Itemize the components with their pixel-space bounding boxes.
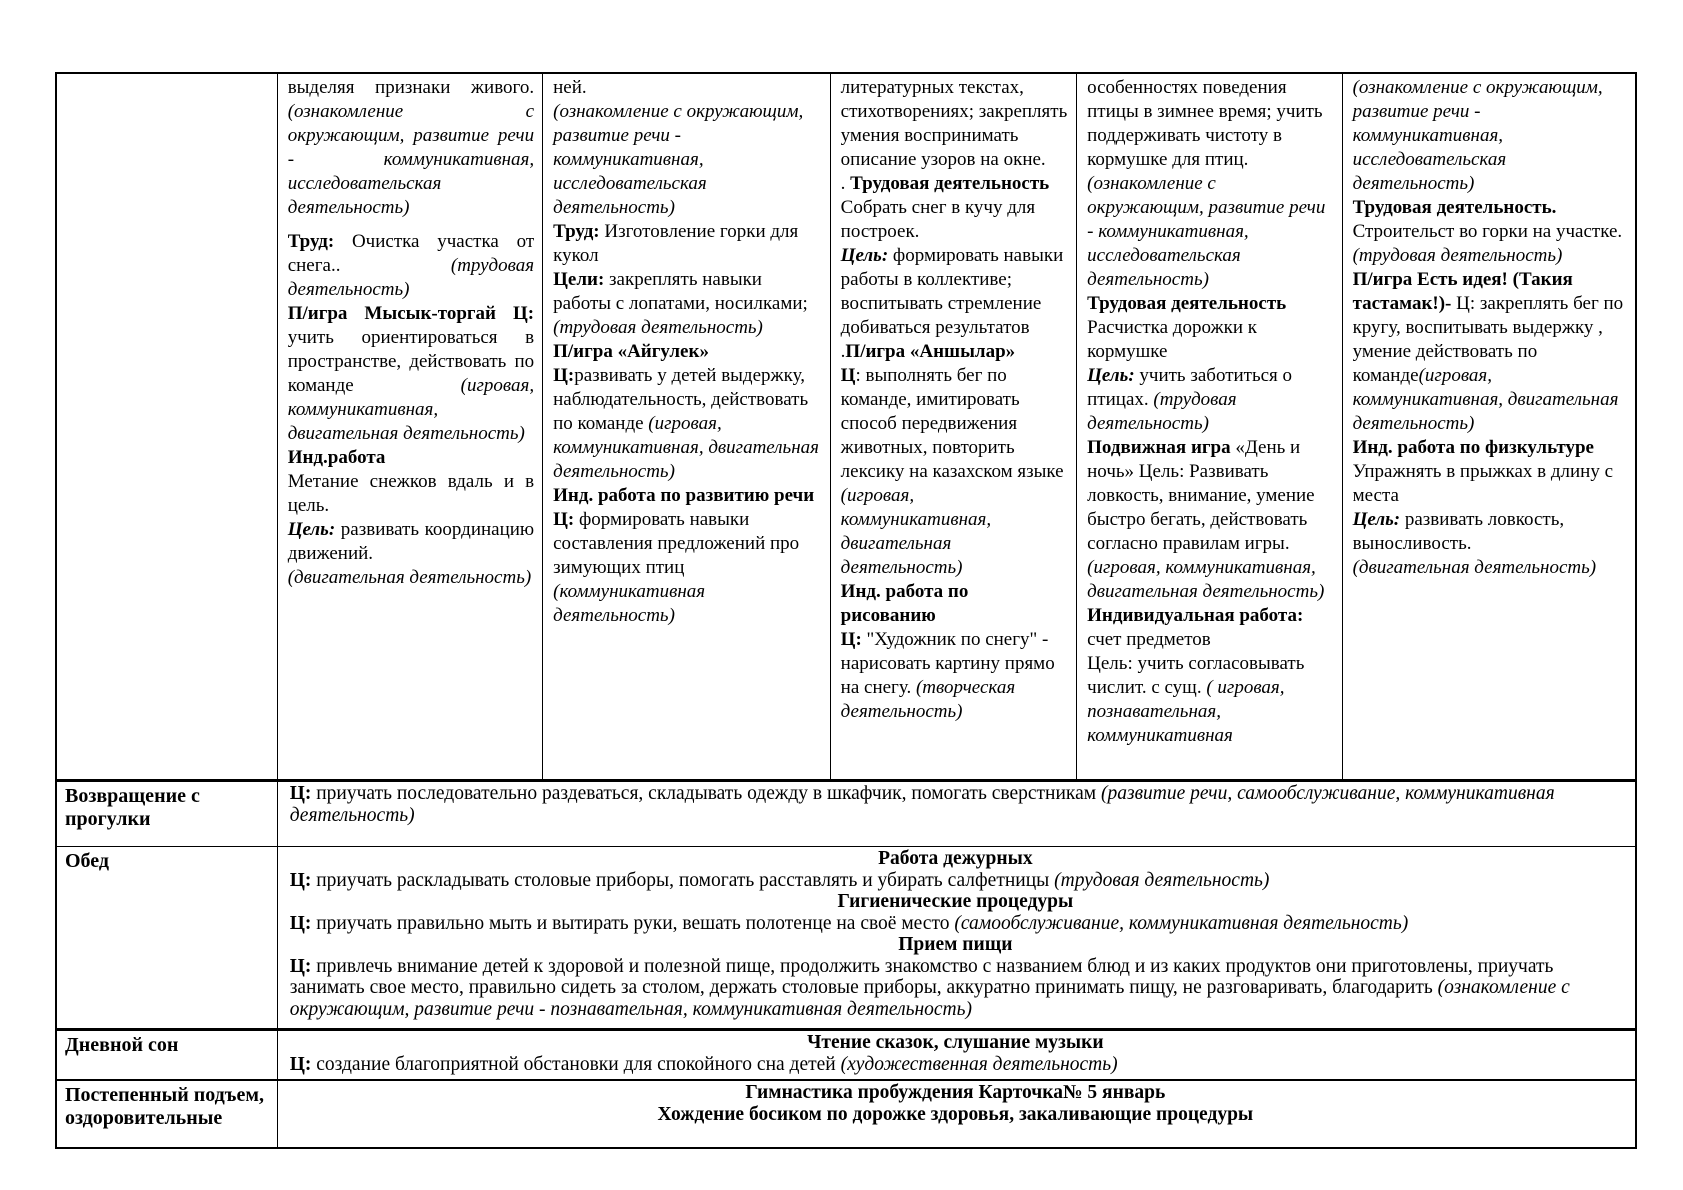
- text-run: «День и ночь» Цель: Развивать ловкость, внимание, умение быстро бегать, действовать согласно правилам игры.: [1087, 437, 1315, 554]
- paragraph: [290, 1104, 1621, 1126]
- text-run: привлечь внимание детей к здоровой и полезной пище, продолжить знакомство с названием блюд и из каких продуктов они приготовлены, приучать занимать свое место, правильно сидеть за столом, держать столовые приборы, аккуратно принимать пищу, не разговаривать, благодарить: [289, 955, 1554, 998]
- text-run: Цель: учить согласовывать числит. с сущ.: [1087, 653, 1305, 698]
- paragraph: [1353, 556, 1627, 580]
- text-run: закреплять навыки работы с лопатами, носилками;: [553, 269, 808, 314]
- text-run: (творческая деятельность): [840, 677, 1016, 722]
- text-run: Цель:: [840, 245, 889, 266]
- paragraph: [1087, 292, 1333, 316]
- paragraph: [290, 848, 1621, 870]
- text-run: Цели:: [553, 269, 605, 290]
- text-run: (игровая, коммуникативная, двигательная деятельность): [1087, 557, 1325, 602]
- text-run: Упражнять в прыжках в длину с места: [1352, 461, 1614, 506]
- text-run: Трудовая деятельность: [1087, 293, 1287, 314]
- paragraph: [841, 76, 1068, 172]
- paragraph: [553, 364, 822, 484]
- text-run: Ц:: [289, 955, 312, 977]
- text-run: (трудовая деятельность): [287, 255, 535, 300]
- return-content: [277, 781, 1636, 847]
- paragraph: [290, 891, 1621, 913]
- text-run: приучать раскладывать столовые приборы, помогать расставлять и убирать салфетницы: [311, 869, 1055, 891]
- text-run: "Художник по снегу" - нарисовать картину прямо на снегу.: [840, 629, 1055, 698]
- paragraph: [841, 628, 1068, 724]
- text-run: (коммуникативная деятельность): [553, 581, 706, 626]
- text-run: формировать навыки работы в коллективе; воспитывать стремление добиваться результатов: [840, 245, 1064, 338]
- text-run: (ознакомление с окружающим, развитие речи - познавательная, коммуникативная деятельность): [289, 977, 1570, 1020]
- text-run: Инд.работа: [287, 447, 386, 468]
- lunch-content: [277, 847, 1636, 1030]
- text-run: Прием пищи: [898, 934, 1013, 955]
- text-run: Инд. работа по развитию речи Ц:: [553, 485, 815, 530]
- paragraph: [1087, 364, 1333, 436]
- paragraph: [841, 580, 1068, 628]
- paragraph: [290, 956, 1621, 1021]
- text-run: Строительст во горки на участке.: [1352, 221, 1623, 242]
- paragraph: [1353, 76, 1627, 196]
- text-run: Ц:: [289, 869, 312, 891]
- text-run: Гимнастика пробуждения Карточка№ 5 январь: [745, 1082, 1166, 1103]
- row-label-wakeup: Постепенный подъем, оздоровительные: [56, 1080, 277, 1148]
- paragraph: [288, 302, 534, 446]
- walk-row-label-empty: [56, 73, 277, 781]
- activity-cell-3: [830, 73, 1076, 781]
- text-run: (игровая, коммуникативная, двигательная деятельность): [553, 413, 819, 482]
- paragraph: [1353, 460, 1627, 508]
- paragraph: [1087, 652, 1333, 748]
- paragraph: [290, 783, 1621, 826]
- text-run: Ц:: [289, 1053, 312, 1075]
- text-run: Хождение босиком по дорожке здоровья, закаливающие процедуры: [657, 1103, 1254, 1125]
- text-run: Трудовая деятельность: [850, 173, 1050, 194]
- text-run: ней.: [553, 77, 587, 98]
- paragraph: [553, 220, 822, 268]
- return-from-walk-row: [56, 781, 1636, 847]
- paragraph: [290, 934, 1621, 956]
- paragraph: [1353, 268, 1627, 436]
- paragraph: [290, 1032, 1621, 1054]
- text-run: (игровая, коммуникативная, двигательная деятельность): [287, 375, 535, 444]
- text-run: учить ориентироваться в пространстве, действовать по команде: [287, 327, 535, 396]
- text-run: (игровая, коммуникативная, двигательная деятельность): [1352, 365, 1619, 434]
- nap-row: [56, 1030, 1636, 1081]
- paragraph: [553, 340, 822, 364]
- paragraph: [553, 268, 822, 340]
- text-run: развивать ловкость, выносливость.: [1352, 509, 1565, 554]
- daily-schedule-document: [55, 72, 1637, 1149]
- text-run: Цель:: [287, 519, 336, 540]
- text-run: учить заботиться о птицах.: [1087, 365, 1293, 410]
- paragraph: [290, 913, 1621, 935]
- paragraph: [841, 172, 1068, 196]
- text-run: П/игра Есть идея! (Такия тастамак!)-: [1352, 269, 1573, 314]
- text-run: литературных текстах, стихотворениях; закреплять умения воспринимать описание узоров на окне.: [840, 77, 1068, 170]
- text-run: Ц:: [840, 629, 862, 650]
- paragraph: [1087, 316, 1333, 364]
- text-run: П/игра «Аншылар»: [845, 341, 1016, 362]
- text-run: Ц:: [553, 365, 575, 386]
- text-run: (трудовая деятельность): [1352, 245, 1563, 266]
- nap-content: [277, 1030, 1636, 1081]
- text-run: Гигиенические процедуры: [837, 891, 1074, 912]
- text-run: Цель:: [1087, 365, 1135, 386]
- paragraph: [553, 76, 822, 100]
- paragraph: [290, 870, 1621, 892]
- row-label-nap: Дневной сон: [56, 1030, 277, 1081]
- text-run: (трудовая деятельность): [1054, 869, 1270, 891]
- paragraph: [553, 100, 822, 220]
- paragraph: [1087, 604, 1333, 652]
- text-run: Ц: [840, 365, 856, 386]
- text-run: (трудовая деятельность): [1087, 389, 1237, 434]
- paragraph: [1087, 172, 1333, 292]
- text-run: Собрать снег в кучу для построек.: [840, 197, 1036, 242]
- text-run: (самообслуживание, коммуникативная деятельность): [954, 912, 1409, 934]
- text-run: .: [840, 341, 846, 362]
- paragraph: [1087, 436, 1333, 556]
- text-run: Метание снежков вдаль и в цель.: [287, 471, 535, 516]
- row-label-lunch: Обед: [56, 847, 277, 1030]
- walk-activities-row: [56, 73, 1636, 781]
- lunch-row: [56, 847, 1636, 1030]
- text-run: Труд:: [553, 221, 600, 242]
- paragraph: [288, 470, 534, 518]
- text-run: (художественная деятельность): [840, 1053, 1118, 1075]
- text-run: (ознакомление с окружающим, развитие речи - коммуникативная, исследовательская деятельность): [1352, 77, 1603, 194]
- paragraph: [288, 518, 534, 566]
- text-run: Ц:: [289, 783, 312, 804]
- text-run: (развитие речи, самообслуживание, коммуникативная деятельность): [289, 783, 1555, 826]
- text-run: (игровая, коммуникативная, двигательная деятельность): [840, 485, 992, 578]
- activity-cell-5: [1342, 73, 1636, 781]
- text-run: Расчистка дорожки к кормушке: [1087, 317, 1257, 362]
- activity-cell-4: [1077, 73, 1342, 781]
- text-run: .: [840, 173, 851, 194]
- paragraph: [1353, 196, 1627, 268]
- text-run: Очистка участка от снега..: [287, 231, 535, 276]
- text-run: приучать последовательно раздеваться, складывать одежду в шкафчик, помогать сверстникам: [311, 783, 1101, 804]
- paragraph: [288, 76, 534, 220]
- wakeup-row: [56, 1080, 1636, 1148]
- text-run: Инд. работа по физкультуре: [1352, 437, 1594, 458]
- text-run: Работа дежурных: [878, 848, 1033, 869]
- paragraph: [1353, 436, 1627, 460]
- daily-schedule-table: [55, 72, 1637, 1149]
- text-run: Цель:: [1352, 509, 1401, 530]
- text-run: (ознакомление с окружающим, развитие речи - коммуникативная, исследовательская деятельность): [1087, 173, 1326, 290]
- text-run: (двигательная деятельность): [1352, 557, 1597, 578]
- activity-cell-1: [277, 73, 542, 781]
- text-run: Инд. работа по рисованию: [840, 581, 969, 626]
- text-run: (ознакомление с окружающим, развитие речи - коммуникативная, исследовательская деятельность): [553, 101, 804, 218]
- paragraph: [288, 566, 534, 590]
- text-run: формировать навыки составления предложений про зимующих птиц: [553, 509, 800, 578]
- text-run: Трудовая деятельность.: [1352, 197, 1557, 218]
- text-run: Ц: закреплять бег по кругу, воспитывать выдержку , умение действовать по команде: [1352, 293, 1624, 386]
- text-run: (трудовая деятельность): [553, 317, 763, 338]
- paragraph: [290, 1082, 1621, 1104]
- paragraph: [288, 446, 534, 470]
- text-run: Чтение сказок, слушание музыки: [807, 1032, 1104, 1053]
- wakeup-content: [277, 1080, 1636, 1148]
- text-run: (двигательная деятельность): [287, 567, 532, 588]
- row-label-return: Возвращение с прогулки: [56, 781, 277, 847]
- text-run: Индивидуальная работа:: [1087, 605, 1304, 626]
- text-run: развивать у детей выдержку, наблюдательность, действовать по команде: [553, 365, 809, 434]
- paragraph: [841, 364, 1068, 580]
- paragraph: [1353, 508, 1627, 556]
- text-run: : выполнять бег по команде, имитировать способ передвижения животных, повторить лексику на казахском языке: [840, 365, 1064, 482]
- text-run: П/игра «Айгулек»: [553, 341, 709, 362]
- paragraph: [553, 484, 822, 628]
- text-run: особенностях поведения птицы в зимнее время; учить поддерживать чистоту в кормушке для птиц.: [1087, 77, 1323, 170]
- paragraph: [1087, 556, 1333, 604]
- text-run: создание благоприятной обстановки для спокойного сна детей: [311, 1053, 841, 1075]
- text-run: Изготовление горки для кукол: [553, 221, 799, 266]
- text-run: ( игровая, познавательная, коммуникативная: [1087, 677, 1285, 746]
- text-run: развивать координацию движений.: [287, 519, 535, 564]
- text-run: счет предметов: [1087, 629, 1211, 650]
- text-run: Ц:: [289, 912, 312, 934]
- paragraph: [841, 196, 1068, 244]
- text-run: выделяя признаки живого.: [287, 77, 535, 98]
- text-run: Подвижная игра: [1087, 437, 1231, 458]
- paragraph: [290, 1054, 1621, 1076]
- text-run: П/игра Мысык-торгай Ц:: [287, 303, 535, 324]
- paragraph: [1087, 76, 1333, 172]
- text-run: (ознакомление с окружающим, развитие речи - коммуникативная, исследовательская деятельность): [287, 101, 535, 218]
- paragraph: [841, 340, 1068, 364]
- text-run: приучать правильно мыть и вытирать руки, вешать полотенце на своё место: [311, 912, 955, 934]
- activity-cell-2: [543, 73, 831, 781]
- paragraph: [841, 244, 1068, 340]
- text-run: Труд:: [287, 231, 335, 252]
- paragraph: [288, 230, 534, 302]
